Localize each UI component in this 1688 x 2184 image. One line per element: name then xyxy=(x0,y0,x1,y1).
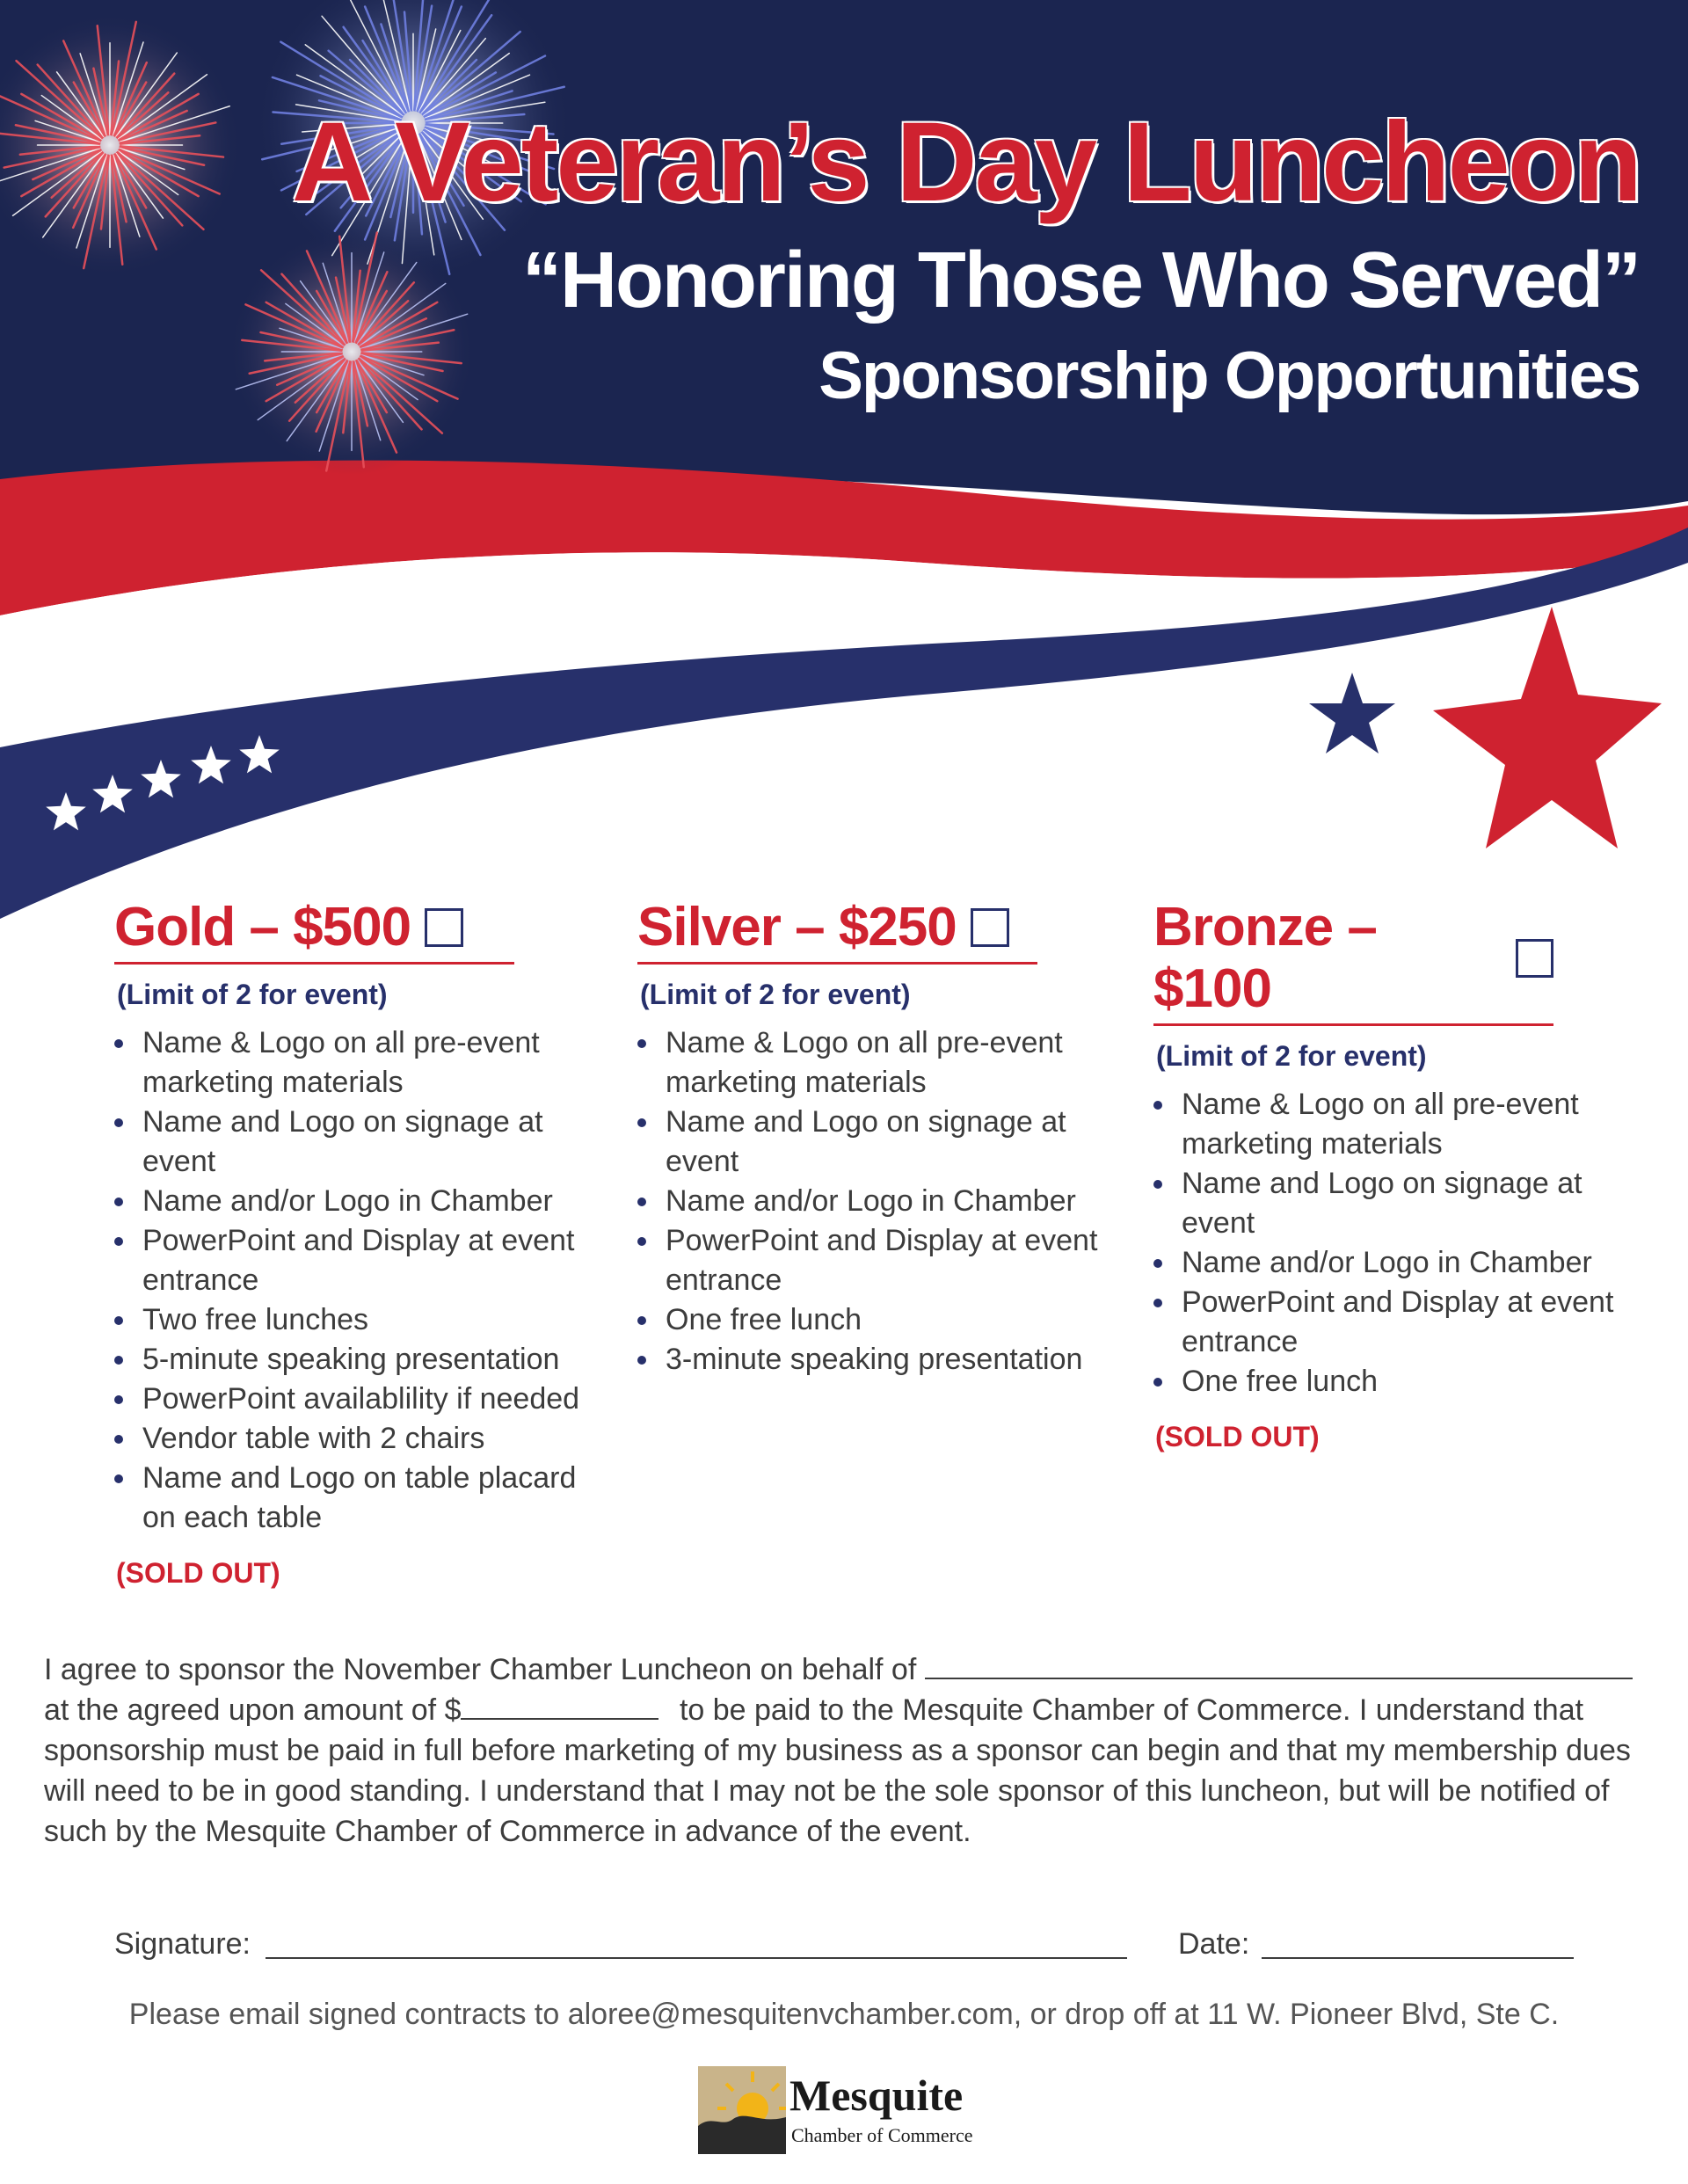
gold-checkbox[interactable] xyxy=(425,908,463,947)
logo-subtitle: Chamber of Commerce xyxy=(791,2124,973,2146)
benefit-list xyxy=(1153,1085,1628,1401)
benefit-item: PowerPoint and Display at event entrance xyxy=(1153,1283,1628,1362)
benefit-item: Name & Logo on all pre-event marketing materials xyxy=(637,1023,1112,1103)
amount-field[interactable] xyxy=(461,1692,658,1720)
benefit-item: PowerPoint and Display at event entrance xyxy=(114,1221,589,1300)
benefit-item: Name & Logo on all pre-event marketing materials xyxy=(1153,1085,1628,1164)
signature-field[interactable] xyxy=(266,1957,1127,1959)
benefit-item: Two free lunches xyxy=(114,1300,589,1340)
benefit-item: Name and Logo on signage at event xyxy=(1153,1164,1628,1243)
title-block xyxy=(292,97,1640,419)
benefit-item: One free lunch xyxy=(1153,1362,1628,1401)
benefit-item: One free lunch xyxy=(637,1300,1112,1340)
benefit-item: PowerPoint availablility if needed xyxy=(114,1380,589,1419)
bronze-checkbox[interactable] xyxy=(1516,939,1553,978)
signature-label: Signature: xyxy=(114,1927,251,1961)
benefit-item: 5-minute speaking presentation xyxy=(114,1340,589,1380)
benefit-item: Name and Logo on signage at event xyxy=(637,1103,1112,1182)
agreement-text-1: I agree to sponsor the November Chamber Luncheon on behalf of xyxy=(44,1653,917,1686)
tier-header xyxy=(637,897,1037,965)
tier-limit: (Limit of 2 for event) xyxy=(1156,1040,1427,1072)
benefit-item: PowerPoint and Display at event entrance xyxy=(637,1221,1112,1300)
star-blue xyxy=(1309,673,1395,753)
event-title: A Veteran’s Day Luncheon xyxy=(291,99,1640,225)
agreement-paragraph xyxy=(44,1649,1653,1852)
silver-checkbox[interactable] xyxy=(971,908,1009,947)
tier-header xyxy=(1153,897,1553,1026)
benefit-item: Name and/or Logo in Chamber xyxy=(1153,1243,1628,1283)
tier-limit: (Limit of 2 for event) xyxy=(117,979,388,1010)
benefit-item: Vendor table with 2 chairs xyxy=(114,1419,589,1459)
sun-icon xyxy=(698,2066,786,2154)
contact-instructions: Please email signed contracts to aloree@mesquitenvchamber.com, or drop off at 11 W. Pioneer Blvd, Ste C. xyxy=(128,1998,1560,2031)
agreement-text-2: at the agreed upon amount of $ xyxy=(44,1693,462,1727)
tier-title: Silver – $250 xyxy=(637,897,957,957)
benefit-list xyxy=(114,1023,589,1538)
benefit-item: Name and/or Logo in Chamber xyxy=(114,1182,589,1221)
sponsorship-heading: Sponsorship Opportunities xyxy=(819,339,1640,413)
tier-limit: (Limit of 2 for event) xyxy=(640,979,911,1010)
tier-title: Bronze – $100 xyxy=(1153,897,1377,1019)
benefit-list xyxy=(637,1023,1112,1380)
benefit-item: Name and Logo on signage at event xyxy=(114,1103,589,1182)
sold-out-label: (SOLD OUT) xyxy=(116,1557,280,1589)
date-field[interactable] xyxy=(1262,1957,1574,1959)
date-label: Date: xyxy=(1178,1927,1250,1961)
tier-bronze xyxy=(1153,897,1628,1453)
tier-silver xyxy=(637,897,1112,1380)
tier-header xyxy=(114,897,514,965)
event-subtitle: “Honoring Those Who Served” xyxy=(521,237,1640,324)
agreement-text-3: to be paid to the Mesquite Chamber of Commerce. I understand that sponsorship must be paid in full before marketing of my business as a sponsor can begin and that my membership dues will need to be in good standing. I understand that I may not be the sole sponsor of this luncheon, but will be notified of such by the Mesquite Chamber of Commerce in advance of the event. xyxy=(44,1693,1631,1848)
tier-title: Gold – $500 xyxy=(114,897,411,957)
logo-name: Mesquite xyxy=(789,2071,964,2120)
sponsor-name-field[interactable] xyxy=(925,1651,1633,1679)
star-red xyxy=(1433,607,1662,848)
tier-gold xyxy=(114,897,589,1590)
sold-out-label: (SOLD OUT) xyxy=(1155,1421,1320,1452)
benefit-item: Name and Logo on table placard on each table xyxy=(114,1459,589,1538)
benefit-item: Name & Logo on all pre-event marketing materials xyxy=(114,1023,589,1103)
chamber-logo xyxy=(695,2064,1011,2161)
benefit-item: 3-minute speaking presentation xyxy=(637,1340,1112,1380)
benefit-item: Name and/or Logo in Chamber xyxy=(637,1182,1112,1221)
